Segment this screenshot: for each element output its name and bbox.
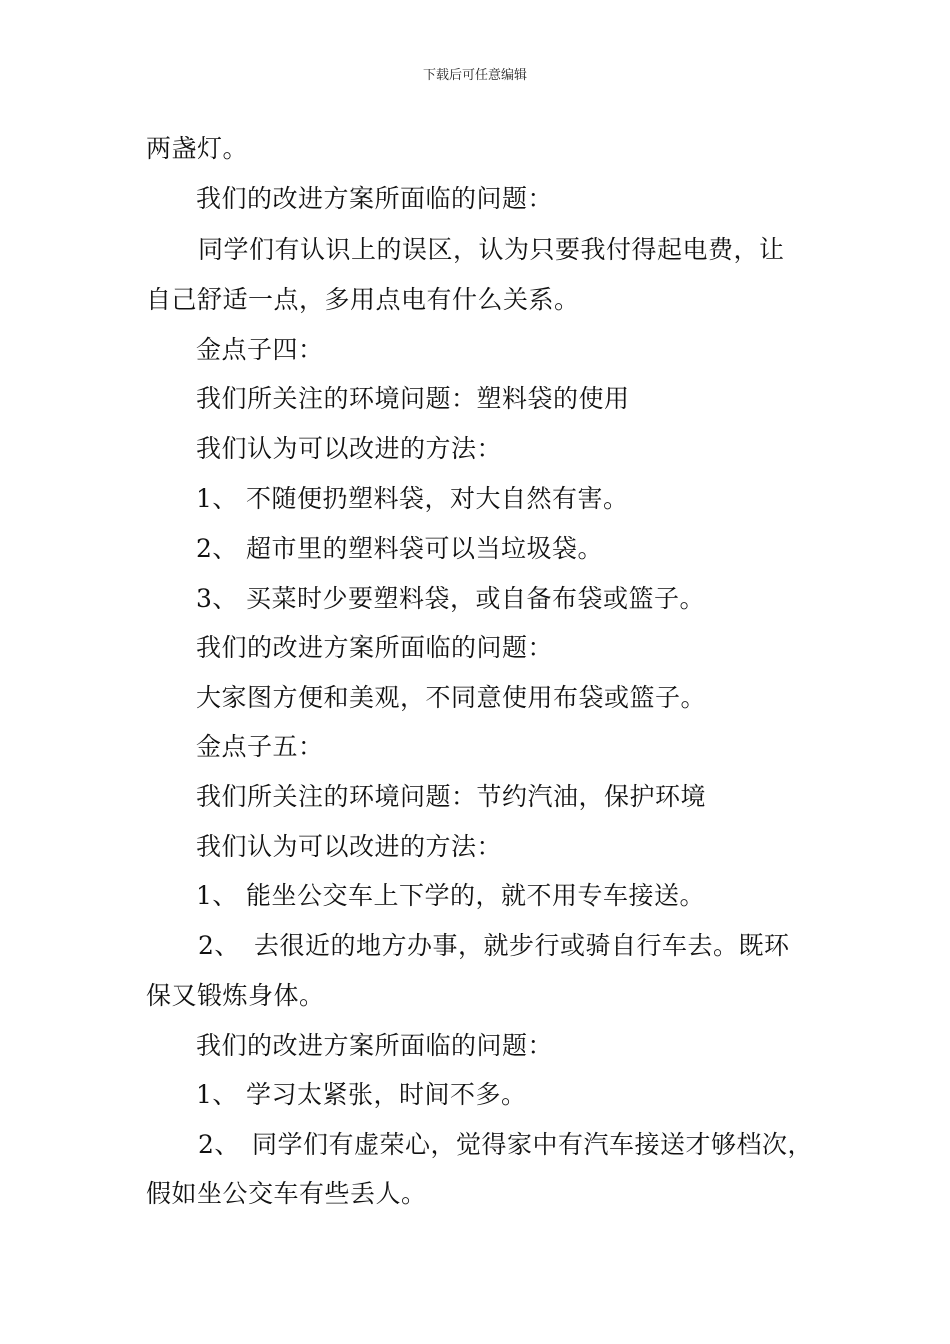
text-line: 我们的改进方案所面临的问题： xyxy=(196,633,554,662)
list-text: 去很近的地方办事，就步行或骑自行车去。既环 xyxy=(254,931,790,960)
section-heading: 金点子四： xyxy=(196,335,324,364)
list-text: 不随便扔塑料袋，对大自然有害。 xyxy=(246,484,629,513)
text-line: 我们的改进方案所面临的问题： xyxy=(196,1031,554,1060)
text-line: 我们认为可以改进的方法： xyxy=(196,434,503,463)
text-line: 我们所关注的环境问题：塑料袋的使用 xyxy=(196,384,630,413)
list-item xyxy=(196,880,705,912)
text-line: 假如坐公交车有些丢人。 xyxy=(146,1179,427,1208)
list-number: 2、 xyxy=(198,931,240,960)
list-item xyxy=(196,533,603,565)
list-number: 1、 xyxy=(196,484,238,513)
list-text: 超市里的塑料袋可以当垃圾袋。 xyxy=(246,534,604,563)
list-text: 买菜时少要塑料袋，或自备布袋或篮子。 xyxy=(246,584,706,613)
list-item xyxy=(198,1129,813,1161)
list-item xyxy=(198,930,790,962)
text-line: 同学们有认识上的误区，认为只要我付得起电费，让 xyxy=(198,235,785,264)
list-item xyxy=(196,583,705,615)
list-text: 同学们有虚荣心，觉得家中有汽车接送才够档次， xyxy=(252,1130,814,1159)
text-line: 两盏灯。 xyxy=(146,134,249,163)
list-item xyxy=(196,483,629,515)
list-number: 2、 xyxy=(198,1130,240,1159)
text-line: 我们所关注的环境问题：节约汽油，保护环境 xyxy=(196,782,707,811)
page-header: 下载后可任意编辑 xyxy=(422,68,527,83)
section-heading: 金点子五： xyxy=(196,732,324,761)
text-line: 大家图方便和美观，不同意使用布袋或篮子。 xyxy=(196,683,707,712)
list-number: 3、 xyxy=(196,584,238,613)
list-text: 能坐公交车上下学的，就不用专车接送。 xyxy=(246,881,706,910)
text-line: 我们的改进方案所面临的问题： xyxy=(196,184,554,213)
list-item xyxy=(196,1079,527,1111)
list-number: 2、 xyxy=(196,534,238,563)
list-number: 1、 xyxy=(196,881,238,910)
text-line: 我们认为可以改进的方法： xyxy=(196,832,503,861)
list-text: 学习太紧张，时间不多。 xyxy=(246,1080,527,1109)
text-line: 自己舒适一点，多用点电有什么关系。 xyxy=(146,285,580,314)
text-line: 保又锻炼身体。 xyxy=(146,981,325,1010)
list-number: 1、 xyxy=(196,1080,238,1109)
